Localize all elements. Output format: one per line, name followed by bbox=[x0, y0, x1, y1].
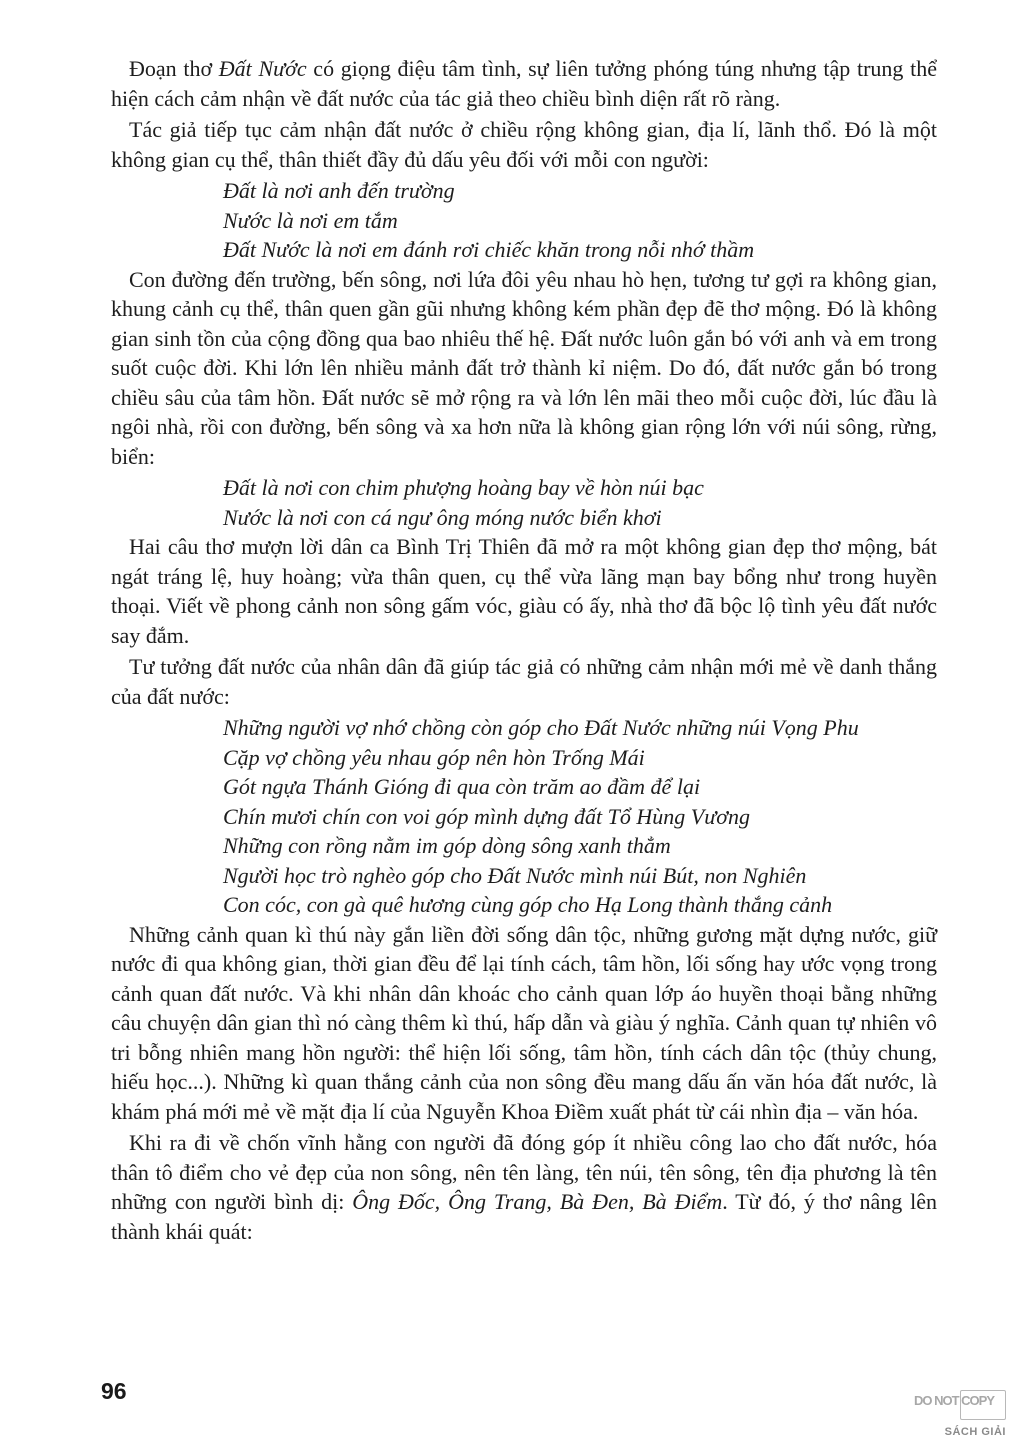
verse-line: Đất là nơi con chim phượng hoàng bay về hòn núi bạc bbox=[223, 475, 704, 500]
verse-line: Con cóc, con gà quê hương cùng góp cho Hạ Long thành thắng cảnh bbox=[223, 892, 833, 917]
paragraph-group-3 bbox=[111, 532, 937, 711]
paragraph bbox=[111, 265, 937, 472]
watermark-main-text: DO NOT COPY bbox=[914, 1393, 995, 1408]
text-run: Những cảnh quan kì thú này gắn liền đời sống dân tộc, những gương mặt dựng nước, giữ nước đi qua không gian, thời gian đều để lại tính cách, tâm hồn, lối sống hay ước vọng trong cảnh quan đất nước. Và khi nhân dân khoác cho cảnh quan lớp áo huyền thoại bằng những câu chuyện dân gian thì nó càng thêm kì thú, hấp dẫn và giàu ý nghĩa. Cảnh quan tự nhiên vô tri bỗng nhiên mang hồn người: thể hiện lối sống, tâm hồn, tính cách dân tộc (thủy chung, hiếu học...). Những kì quan thắng cảnh của non sông đều mang dấu ấn văn hóa đất nước, là khám phá mới mẻ về mặt địa lí của Nguyễn Khoa Điềm xuất phát từ cái nhìn địa – văn hóa. bbox=[111, 921, 937, 1124]
text-run: có giọng điệu tâm tình, sự liên tưởng phóng túng nhưng tập trung thể hiện cách cảm nhận về đất nước của tác giả theo chiều bình diện rất rõ ràng. bbox=[111, 56, 937, 111]
verse-line: Đất là nơi anh đến trường bbox=[223, 178, 455, 203]
text-run: Đoạn thơ bbox=[129, 56, 219, 81]
verse-line: Đất Nước là nơi em đánh rơi chiếc khăn trong nỗi nhớ thầm bbox=[223, 237, 755, 262]
paragraph bbox=[111, 1128, 937, 1246]
watermark-sub-text: SÁCH GIẢI bbox=[944, 1426, 1006, 1438]
text-run: Tư tưởng đất nước của nhân dân đã giúp tác giả có những cảm nhận mới mẻ về danh thắng của đất nước: bbox=[111, 654, 937, 709]
text-run: Hai câu thơ mượn lời dân ca Bình Trị Thiên đã mở ra một không gian đẹp thơ mộng, bát ngát tráng lệ, huy hoàng; vừa thân quen, cụ thể vừa lãng mạn bay bổng như trong huyền thoại. Viết về phong cảnh non sông gấm vóc, giàu có ấy, nhà thơ đã bộc lộ tình yêu đất nước say đắm. bbox=[111, 534, 937, 648]
verse-stanza-3 bbox=[111, 713, 937, 920]
verse-line: Chín mươi chín con voi góp mình dựng đất Tổ Hùng Vương bbox=[223, 803, 750, 829]
paragraph-group-1 bbox=[111, 54, 937, 174]
paragraph bbox=[111, 532, 937, 650]
paragraph bbox=[111, 652, 937, 711]
paragraph bbox=[111, 920, 937, 1127]
verse-line: Người học trò nghèo góp cho Đất Nước mình núi Bút, non Nghiên bbox=[223, 862, 807, 888]
verse-line: Nước là nơi em tắm bbox=[223, 207, 398, 233]
watermark-logo bbox=[914, 1388, 1006, 1438]
body-text bbox=[111, 54, 937, 1248]
verse-line: Những người vợ nhớ chồng còn góp cho Đất Nước những núi Vọng Phu bbox=[223, 715, 859, 740]
text-run: Khi ra đi về chốn vĩnh hằng con người đã đóng góp ít nhiều công lao cho đất nước, hóa thân tô điểm cho vẻ đẹp của non sông, nên tên làng, tên núi, tên sông, tên địa phương là tên những con người bình dị: bbox=[111, 1130, 937, 1214]
verse-line: Những con rồng nằm im góp dòng sông xanh thẳm bbox=[223, 833, 671, 858]
paragraph bbox=[111, 54, 937, 113]
text-run: Tác giả tiếp tục cảm nhận đất nước ở chiều rộng không gian, địa lí, lãnh thổ. Đó là một không gian cụ thể, thân thiết đầy đủ dấu yêu đối với mỗi con người: bbox=[111, 117, 937, 172]
verse-line: Gót ngựa Thánh Gióng đi qua còn trăm ao đầm để lại bbox=[223, 774, 701, 799]
verse-line: Nước là nơi con cá ngư ông móng nước biển khơi bbox=[223, 504, 662, 530]
paragraph-group-2 bbox=[111, 265, 937, 472]
paragraph bbox=[111, 115, 937, 174]
verse-stanza-1 bbox=[111, 176, 937, 265]
paragraph-group-4 bbox=[111, 920, 937, 1247]
page-number: 96 bbox=[101, 1378, 127, 1404]
text-run: Con đường đến trường, bến sông, nơi lứa đôi yêu nhau hò hẹn, tương tư gợi ra không gian, khung cảnh cụ thể, thân quen gần gũi nhưng không kém phần đẹp đẽ thơ mộng. Đó là không gian sinh tồn của cộng đồng qua bao nhiêu thế hệ. Đất nước luôn gắn bó với anh và em trong suốt cuộc đời. Khi lớn lên nhiều mảnh đất trở thành kỉ niệm. Do đó, đất nước gắn bó trong chiều sâu của tâm hồn. Đất nước sẽ mở rộng ra và lớn lên mãi theo mỗi cuộc đời, lúc đầu là ngôi nhà, rồi con đường, bến sông và xa hơn nữa là không gian rộng lớn với núi sông, rừng, biển: bbox=[111, 266, 937, 469]
text-run: . Từ đó, ý thơ nâng lên thành khái quát: bbox=[111, 1189, 937, 1244]
italic-phrase: Đất Nước bbox=[218, 56, 307, 81]
italic-phrase: Ông Đốc, Ông Trang, Bà Đen, Bà Điểm bbox=[352, 1189, 723, 1214]
verse-line: Cặp vợ chồng yêu nhau góp nên hòn Trống Mái bbox=[223, 744, 645, 770]
verse-stanza-2 bbox=[111, 473, 937, 532]
